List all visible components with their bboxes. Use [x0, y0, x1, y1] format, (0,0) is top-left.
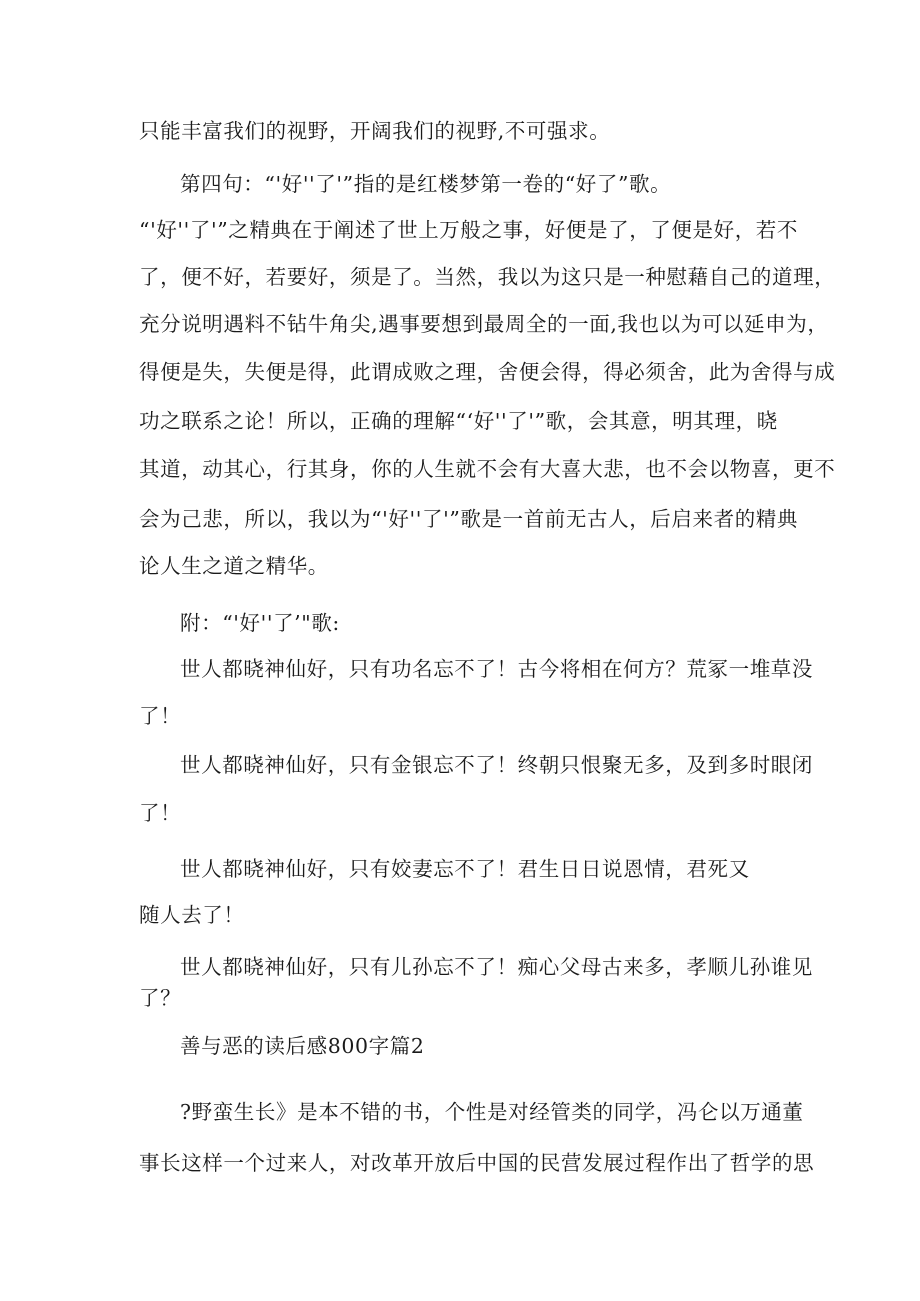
paragraph-line: 得便是失，失便是得，此谓成败之理，舍便会得，得必须舍，此为舍得与成: [139, 360, 836, 384]
poem-line: 了？: [139, 986, 182, 1010]
poem-line: 了！: [139, 704, 182, 728]
paragraph-line: 论人生之道之精华。: [139, 554, 329, 578]
poem-line: 世人都晓神仙好，只有姣妻忘不了！君生日日说恩情，君死又: [180, 857, 750, 881]
poem-line: 世人都晓神仙好，只有儿孙忘不了！痴心父母古来多，孝顺儿孙谁见: [180, 955, 813, 979]
paragraph-line: 了，便不好，若要好，须是了。当然，我以为这只是一种慰藉自己的道理，: [139, 265, 836, 289]
paragraph-line: 其道，动其心，行其身，你的人生就不会有大喜大悲，也不会以物喜，更不: [139, 457, 836, 481]
paragraph-line: 只能丰富我们的视野，开阔我们的视野,不可强求。: [139, 119, 611, 143]
poem-heading: 附：“'好''了’"歌:: [180, 611, 340, 635]
poem-line: 世人都晓神仙好，只有功名忘不了！古今将相在何方？荒冢一堆草没: [180, 657, 813, 681]
paragraph-line: 会为己悲，所以，我以为“'好''了'”歌是一首前无古人，后启来者的精典: [139, 507, 799, 531]
paragraph-line: ?野蛮生长》是本不错的书，个性是对经管类的同学，冯仑以万通董: [180, 1100, 804, 1124]
paragraph-line: “'好''了'”之精典在于阐述了世上万般之事，好便是了，了便是好，若不: [139, 218, 799, 242]
poem-line: 世人都晓神仙好，只有金银忘不了！终朝只恨聚无多，及到多时眼闭: [180, 753, 813, 777]
poem-line: 了！: [139, 801, 182, 825]
paragraph-line: 充分说明遇料不钻牛角尖,遇事要想到最周全的一面,我也以为可以延申为，: [139, 312, 829, 336]
paragraph-line: 事长这样一个过来人，对改革开放后中国的民营发展过程作出了哲学的思: [139, 1151, 815, 1175]
paragraph-line: 功之联系之论！所以，正确的理解“‘好''了'”歌，会其意，明其理，晓: [139, 409, 778, 433]
paragraph-line: 第四句：“'好''了'”指的是红楼梦第一卷的“好了”歌。: [180, 172, 672, 196]
poem-line: 随人去了！: [139, 903, 245, 927]
section-heading: 善与恶的读后感800字篇2: [180, 1034, 425, 1058]
